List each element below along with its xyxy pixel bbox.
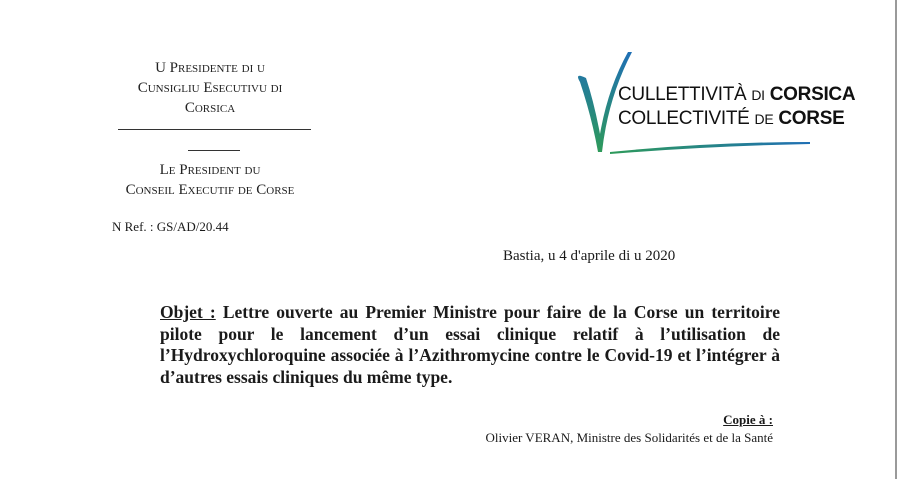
header-short-rule xyxy=(188,150,240,151)
header-french xyxy=(100,160,320,200)
letter-subject xyxy=(160,302,780,388)
page-edge xyxy=(895,0,897,479)
letter-date: Bastia, u 4 d'aprile di u 2020 xyxy=(503,248,676,264)
header-corsican xyxy=(100,58,320,118)
header-line: Corsica xyxy=(184,100,236,116)
reference: N Ref. : GS/AD/20.44 xyxy=(112,219,229,234)
header-line: U Presidente di u xyxy=(155,60,265,76)
logo-line-french: COLLECTIVITÉ DE CORSE xyxy=(618,108,845,129)
copy-label: Copie à : xyxy=(723,412,773,427)
header-line: Conseil Executif de Corse xyxy=(125,182,295,198)
header-line: Le President du xyxy=(159,162,261,178)
subject-text: Lettre ouverte au Premier Ministre pour faire de la Corse un territoire pilote pour le lancement d’un essai clinique relatif à l’utilisation de l’Hydroxychloroquine associée à l’Azithromycine contre le Covid-19 et l’intégrer à d’autres essais cliniques du même type. xyxy=(160,302,780,387)
collectivite-de-corse-logo xyxy=(570,48,856,160)
copy-recipient: Olivier VERAN, Ministre des Solidarités et de la Santé xyxy=(485,430,773,445)
header-line: Cunsigliu Esecutivu di xyxy=(137,80,283,96)
header-rule xyxy=(118,129,311,130)
logo-line-corsican: CULLETTIVITÀ DI CORSICA xyxy=(618,84,856,105)
subject-label: Objet : xyxy=(160,302,216,322)
